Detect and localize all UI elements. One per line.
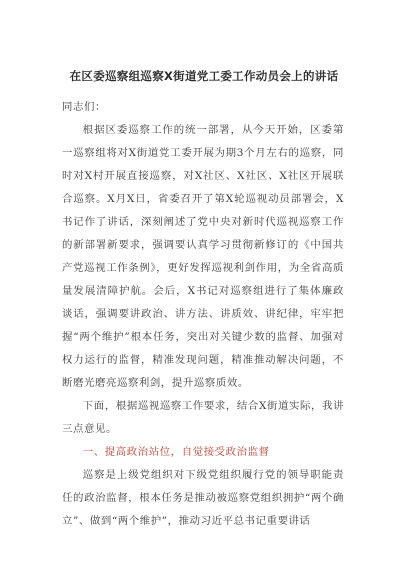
paragraph-1: 根据区委巡察工作的统一部署，从今天开始，区委第一巡察组将对X街道党工委开展为期3个月左右的巡察，同时对X村开展直接巡察，对X社区、X社区、X社区开展联合巡察。X月X日，省委召开了第X轮巡视动员部署会，X书记作了讲话，深刻阐述了党中央对新时代巡视巡察工作的新部署新要求，强调要认真学习贯彻新修订的《中国共产党巡视工作条例》，更好发挥巡视利剑作用，为全省高质量发展清障护航。会后，X书记对巡察组进行了集体廉政谈话，强调要讲政治、讲方法、讲质效、讲纪律，牢牢把握“两个维护”根本任务，突出对关键少数的监督、加强对权力运行的监督，精准发现问题，精准推动解决问题，不断磨光磨亮巡察利剑，提升巡察质效。 — [62, 124, 344, 389]
salutation: 同志们： — [62, 101, 106, 113]
section-heading: 一、提高政治站位，自觉接受政治监督 — [82, 446, 270, 458]
document-title: 在区委巡察组巡察X街道党工委工作动员会上的讲话 — [69, 69, 339, 83]
paragraph-2: 下面，根据巡视巡察工作要求，结合X街道实际，我讲三点意见。 — [62, 400, 344, 435]
section-paragraph: 巡察是上级党组织对下级党组织履行党的领导职能责任的政治监督，根本任务是推动被巡察党组织拥护“两个确立”、做到“两个维护”，推动习近平总书记重要讲话 — [62, 469, 344, 527]
document-body — [62, 96, 344, 533]
